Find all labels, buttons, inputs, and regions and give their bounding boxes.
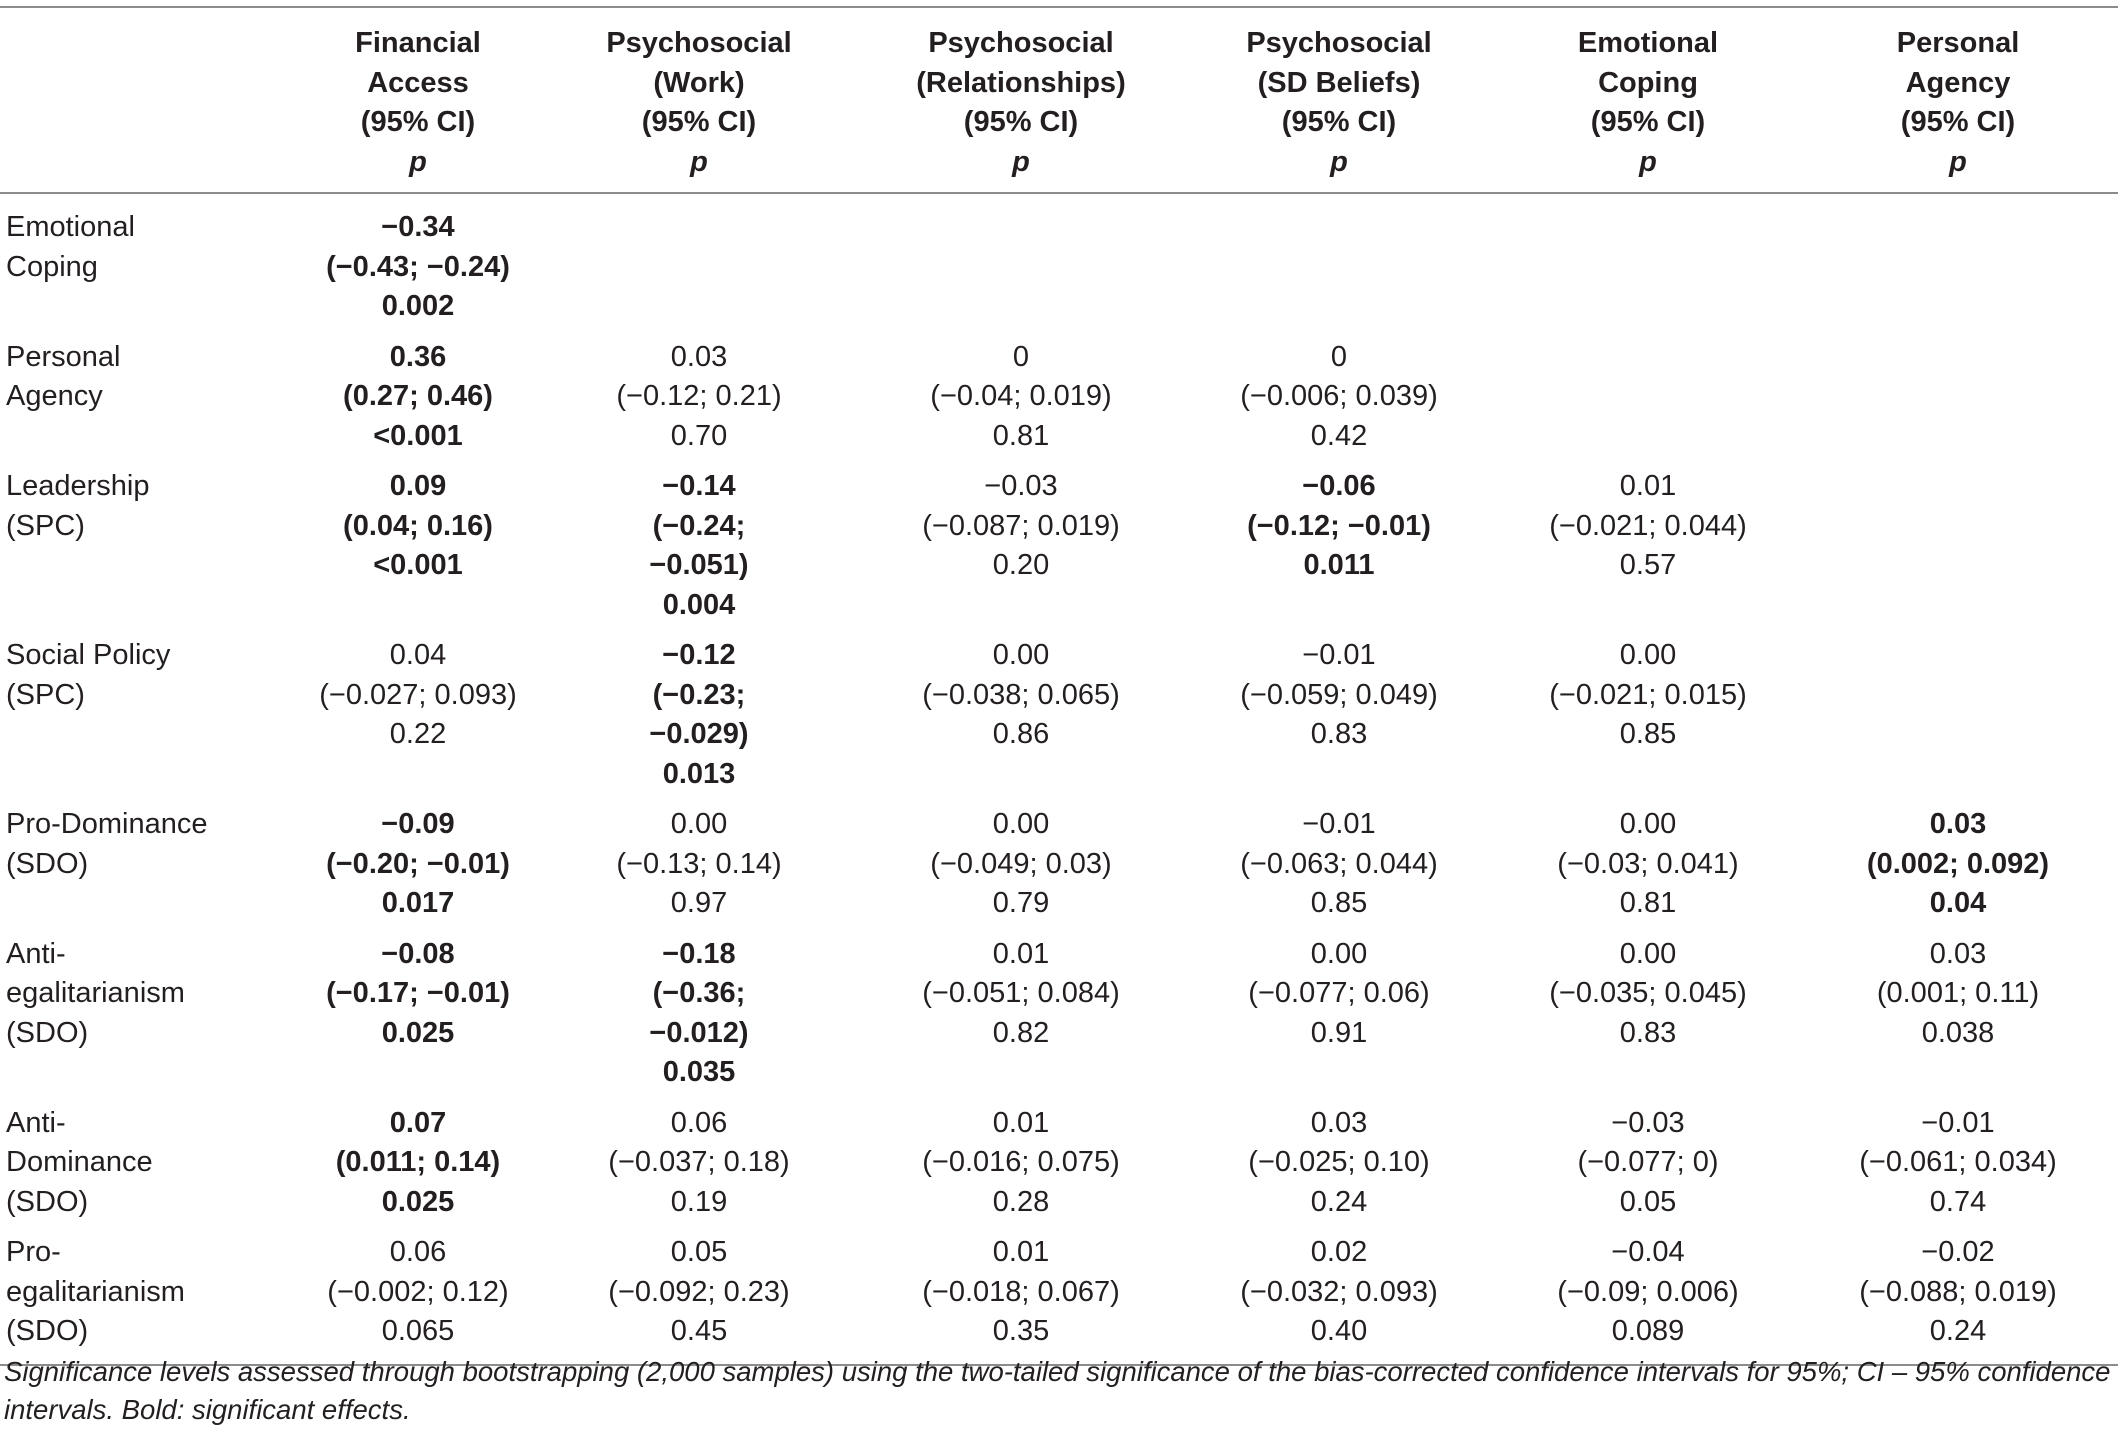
cell-value-line: (−0.088; 0.019) — [1859, 1275, 2057, 1308]
empty-cell — [1498, 330, 1798, 460]
cell-value-line: (−0.23; — [652, 678, 746, 711]
cell-value-line: 0.85 — [1310, 887, 1368, 919]
table-cell — [1798, 1096, 2118, 1226]
cell-value-line: 0.03 — [1929, 937, 1987, 970]
cell-value-line: (0.04; 0.16) — [343, 509, 493, 542]
row-label — [0, 1225, 300, 1365]
row-label — [0, 459, 300, 628]
column-header-line: Emotional — [1577, 27, 1719, 59]
table-body — [0, 193, 2118, 1365]
empty-cell — [1498, 193, 1798, 330]
column-header-line: Psychosocial — [1246, 27, 1432, 59]
cell-value-line: 0.03 — [670, 340, 728, 373]
cell-value-line: 0.36 — [389, 340, 447, 373]
table-cell — [862, 330, 1180, 460]
cell-value-line: −0.01 — [1302, 808, 1376, 840]
cell-value-line: 0.97 — [670, 887, 728, 919]
cell-value-line: (0.011; 0.14) — [335, 1146, 501, 1178]
empty-cell — [1798, 193, 2118, 330]
row-label — [0, 628, 300, 797]
empty-cell — [1798, 459, 2118, 628]
column-header-line: Access — [367, 66, 469, 99]
cell-value-line: 0.81 — [1619, 887, 1677, 919]
row-label — [0, 797, 300, 927]
table-footnote: Significance levels assessed through bootstrapping (2,000 samples) using the two-tailed significance of the bias-corrected confidence intervals for 95%; CI – 95% confidence intervals. Bold: significant effects. — [4, 1356, 2111, 1425]
cell-value-line: 0 — [1330, 340, 1348, 373]
row-label-line: Emotional — [6, 211, 135, 243]
cell-value-line: (−0.20; −0.01) — [326, 847, 510, 880]
table-cell — [1498, 797, 1798, 927]
row-label-line: (SPC) — [6, 509, 85, 542]
table-cell — [1498, 927, 1798, 1096]
row-label-line: Coping — [6, 250, 98, 283]
cell-value-line: 0.025 — [381, 1185, 455, 1218]
cell-value-line: 0.28 — [992, 1185, 1050, 1218]
cell-value-line: 0.04 — [389, 639, 447, 671]
cell-value-line: (−0.002; 0.12) — [327, 1275, 509, 1308]
cell-value-line: (−0.027; 0.093) — [319, 678, 517, 711]
table-cell — [300, 1225, 536, 1365]
table-cell — [862, 459, 1180, 628]
row-label-line: (SDO) — [6, 847, 89, 880]
cell-value-line: 0.089 — [1611, 1315, 1685, 1347]
cell-value-line: 0.40 — [1310, 1315, 1368, 1347]
cell-value-line: 0 — [1012, 340, 1030, 373]
column-header-line: (95% CI) — [963, 106, 1079, 138]
cell-value-line: 0.74 — [1929, 1185, 1987, 1218]
table-cell — [536, 459, 862, 628]
empty-cell — [1180, 193, 1498, 330]
table-cell — [862, 927, 1180, 1096]
empty-cell — [1798, 330, 2118, 460]
cell-value-line: (−0.038; 0.065) — [922, 678, 1120, 711]
table-row — [0, 1096, 2118, 1226]
cell-value-line: (−0.021; 0.044) — [1549, 509, 1747, 542]
table-cell — [1180, 330, 1498, 460]
column-header — [1498, 7, 1798, 193]
column-header-line: (95% CI) — [1590, 106, 1706, 138]
cell-value-line: (−0.077; 0) — [1577, 1146, 1719, 1178]
cell-value-line: (−0.12; −0.01) — [1247, 509, 1431, 542]
column-header — [1798, 7, 2118, 193]
cell-value-line: −0.02 — [1921, 1236, 1995, 1268]
cell-value-line: 0.70 — [670, 419, 728, 452]
cell-value-line: −0.09 — [381, 808, 455, 840]
cell-value-line: (−0.092; 0.23) — [608, 1275, 790, 1308]
cell-value-line: 0.19 — [670, 1185, 728, 1218]
cell-value-line: 0.00 — [1619, 937, 1677, 970]
table-row — [0, 797, 2118, 927]
cell-value-line: −0.18 — [662, 937, 736, 970]
row-label-line: (SDO) — [6, 1185, 89, 1218]
cell-value-line: 0.013 — [662, 757, 736, 790]
row-label-line: Pro-Dominance — [6, 808, 208, 840]
column-header-line: (Relationships) — [916, 66, 1126, 99]
column-header-line: (95% CI) — [641, 106, 757, 138]
cell-value-line: 0.45 — [670, 1315, 728, 1347]
cell-value-line: (−0.24; — [652, 509, 746, 542]
cell-value-line: (−0.032; 0.093) — [1240, 1275, 1438, 1308]
header-row — [0, 7, 2118, 193]
cell-value-line: −0.04 — [1611, 1236, 1685, 1268]
cell-value-line: (−0.063; 0.044) — [1240, 847, 1438, 880]
cell-value-line: 0.04 — [1929, 887, 1987, 919]
cell-value-line: 0.004 — [662, 588, 736, 621]
row-label-line: Leadership — [6, 470, 150, 502]
column-header-line: Agency — [1905, 66, 2011, 99]
table-row — [0, 459, 2118, 628]
cell-value-line: 0.83 — [1310, 718, 1368, 750]
table-cell — [1498, 1225, 1798, 1365]
cell-value-line: 0.05 — [1619, 1185, 1677, 1218]
cell-value-line: 0.00 — [992, 808, 1050, 840]
table-cell — [536, 628, 862, 797]
table-cell — [300, 1096, 536, 1226]
table-cell — [1498, 628, 1798, 797]
row-label-line: Anti- — [6, 937, 66, 970]
cell-value-line: (−0.006; 0.039) — [1240, 380, 1438, 412]
row-label-line: (SDO) — [6, 1315, 89, 1347]
cell-value-line: 0.83 — [1619, 1016, 1677, 1049]
empty-cell — [862, 193, 1180, 330]
table-cell — [1498, 459, 1798, 628]
cell-value-line: −0.03 — [984, 470, 1058, 502]
table-cell — [536, 927, 862, 1096]
cell-value-line: 0.065 — [381, 1315, 455, 1347]
table-cell — [536, 797, 862, 927]
table-cell — [1180, 628, 1498, 797]
table-cell — [300, 628, 536, 797]
table-cell — [1798, 797, 2118, 927]
cell-value-line: 0.01 — [992, 1106, 1050, 1139]
cell-value-line: 0.85 — [1619, 718, 1677, 750]
cell-value-line: 0.00 — [1619, 639, 1677, 671]
cell-value-line: 0.00 — [670, 808, 728, 840]
cell-value-line: 0.01 — [992, 1236, 1050, 1268]
cell-value-line: (−0.051; 0.084) — [922, 977, 1120, 1009]
cell-value-line: 0.02 — [1310, 1236, 1368, 1268]
cell-value-line: (−0.049; 0.03) — [930, 847, 1112, 880]
cell-value-line: −0.14 — [662, 470, 736, 502]
cell-value-line: 0.42 — [1310, 419, 1368, 452]
table-cell — [300, 193, 536, 330]
column-header-line: Coping — [1598, 66, 1698, 99]
mediation-results-table — [0, 6, 2118, 1366]
cell-value-line: 0.035 — [662, 1056, 736, 1088]
header-corner — [0, 7, 300, 193]
cell-value-line: −0.01 — [1302, 639, 1376, 671]
table-cell — [300, 459, 536, 628]
empty-cell — [536, 193, 862, 330]
row-label-line: egalitarianism — [6, 1275, 185, 1308]
cell-value-line: 0.81 — [992, 419, 1050, 452]
column-header-line: (95% CI) — [360, 106, 476, 138]
cell-value-line: −0.06 — [1302, 470, 1376, 502]
cell-value-line: 0.86 — [992, 718, 1050, 750]
cell-value-line: (0.002; 0.092) — [1866, 847, 2050, 880]
cell-value-line: (−0.13; 0.14) — [616, 847, 782, 880]
table-row — [0, 927, 2118, 1096]
cell-value-line: 0.35 — [992, 1315, 1050, 1347]
row-label-line: Social Policy — [6, 639, 171, 671]
table-cell — [1498, 1096, 1798, 1226]
cell-value-line: 0.24 — [1929, 1315, 1987, 1347]
row-label — [0, 330, 300, 460]
cell-value-line: 0.03 — [1929, 808, 1987, 840]
cell-value-line: 0.00 — [1310, 937, 1368, 970]
row-label-line: (SDO) — [6, 1016, 89, 1049]
cell-value-line: 0.00 — [1619, 808, 1677, 840]
column-header-line: (Work) — [653, 66, 745, 99]
cell-value-line: (−0.021; 0.015) — [1549, 678, 1747, 711]
cell-value-line: −0.01 — [1921, 1106, 1995, 1139]
cell-value-line: (−0.36; — [652, 977, 746, 1009]
cell-value-line: 0.038 — [1921, 1016, 1995, 1049]
row-label — [0, 927, 300, 1096]
cell-value-line: −0.029) — [649, 718, 749, 750]
table-cell — [1180, 927, 1498, 1096]
table-cell — [300, 330, 536, 460]
p-value-label: p — [1949, 145, 1967, 178]
cell-value-line: (−0.077; 0.06) — [1248, 977, 1430, 1009]
table-cell — [536, 330, 862, 460]
cell-value-line: (−0.035; 0.045) — [1549, 977, 1747, 1009]
cell-value-line: 0.01 — [992, 937, 1050, 970]
cell-value-line: (−0.087; 0.019) — [922, 509, 1120, 542]
cell-value-line: (−0.03; 0.041) — [1557, 847, 1739, 880]
cell-value-line: <0.001 — [373, 419, 463, 452]
column-header — [300, 7, 536, 193]
cell-value-line: (−0.061; 0.034) — [1859, 1146, 2057, 1178]
table-cell — [1798, 1225, 2118, 1365]
cell-value-line: 0.03 — [1310, 1106, 1368, 1139]
column-header-line: (SD Beliefs) — [1257, 66, 1421, 99]
cell-value-line: (−0.17; −0.01) — [326, 977, 510, 1009]
row-label-line: (SPC) — [6, 678, 85, 711]
cell-value-line: (0.27; 0.46) — [343, 380, 493, 412]
cell-value-line: 0.57 — [1619, 549, 1677, 581]
cell-value-line: −0.012) — [649, 1016, 749, 1049]
cell-value-line: (−0.025; 0.10) — [1248, 1146, 1430, 1178]
column-header — [536, 7, 862, 193]
cell-value-line: 0.22 — [389, 718, 447, 750]
table-cell — [1180, 1096, 1498, 1226]
cell-value-line: −0.051) — [649, 549, 749, 581]
table-cell — [536, 1225, 862, 1365]
cell-value-line: (−0.018; 0.067) — [922, 1275, 1120, 1308]
column-header — [862, 7, 1180, 193]
cell-value-line: <0.001 — [373, 549, 463, 581]
cell-value-line: (−0.09; 0.006) — [1557, 1275, 1739, 1308]
column-header-line: (95% CI) — [1281, 106, 1397, 138]
table-cell — [1180, 459, 1498, 628]
table-cell — [862, 1096, 1180, 1226]
table-cell — [300, 927, 536, 1096]
table-row — [0, 193, 2118, 330]
row-label — [0, 1096, 300, 1226]
cell-value-line: (−0.04; 0.019) — [930, 380, 1112, 412]
p-value-label: p — [1330, 145, 1348, 178]
cell-value-line: 0.002 — [381, 290, 455, 322]
column-header — [1180, 7, 1498, 193]
table-cell — [1180, 797, 1498, 927]
cell-value-line: 0.011 — [1303, 549, 1375, 581]
cell-value-line: (0.001; 0.11) — [1876, 977, 2040, 1009]
cell-value-line: (−0.12; 0.21) — [616, 380, 782, 412]
table-cell — [1180, 1225, 1498, 1365]
row-label-line: Agency — [6, 380, 103, 412]
p-value-label: p — [1012, 145, 1030, 178]
cell-value-line: −0.34 — [381, 211, 455, 243]
column-header-line: (95% CI) — [1900, 106, 2016, 138]
table-row — [0, 1225, 2118, 1365]
cell-value-line: 0.025 — [381, 1016, 455, 1049]
cell-value-line: 0.06 — [389, 1236, 447, 1268]
cell-value-line: −0.08 — [381, 937, 455, 970]
row-label-line: Personal — [6, 340, 121, 373]
table-cell — [862, 1225, 1180, 1365]
cell-value-line: (−0.43; −0.24) — [326, 250, 510, 283]
table-row — [0, 628, 2118, 797]
row-label-line: Dominance — [6, 1146, 153, 1178]
cell-value-line: −0.12 — [662, 639, 736, 671]
column-header-line: Personal — [1896, 27, 2020, 59]
row-label-line: Pro- — [6, 1236, 61, 1268]
empty-cell — [1798, 628, 2118, 797]
p-value-label: p — [1639, 145, 1657, 178]
table-cell — [862, 797, 1180, 927]
cell-value-line: 0.00 — [992, 639, 1050, 671]
table-cell — [862, 628, 1180, 797]
cell-value-line: 0.05 — [670, 1236, 728, 1268]
table-cell — [1798, 927, 2118, 1096]
row-label-line: Anti- — [6, 1106, 66, 1139]
cell-value-line: 0.06 — [670, 1106, 728, 1139]
cell-value-line: 0.01 — [1619, 470, 1677, 502]
cell-value-line: 0.07 — [389, 1106, 447, 1139]
table-row — [0, 330, 2118, 460]
cell-value-line: −0.03 — [1611, 1106, 1685, 1139]
row-label-line: egalitarianism — [6, 977, 185, 1009]
table-cell — [536, 1096, 862, 1226]
column-header-line: Psychosocial — [928, 27, 1114, 59]
p-value-label: p — [690, 145, 708, 178]
table-cell — [300, 797, 536, 927]
cell-value-line: (−0.037; 0.18) — [608, 1146, 790, 1178]
cell-value-line: 0.09 — [389, 470, 447, 502]
p-value-label: p — [409, 145, 427, 178]
cell-value-line: (−0.059; 0.049) — [1240, 678, 1438, 711]
cell-value-line: 0.24 — [1310, 1185, 1368, 1218]
cell-value-line: 0.82 — [992, 1016, 1050, 1049]
cell-value-line: 0.79 — [992, 887, 1050, 919]
cell-value-line: (−0.016; 0.075) — [922, 1146, 1120, 1178]
cell-value-line: 0.91 — [1310, 1016, 1368, 1049]
column-header-line: Psychosocial — [606, 27, 792, 59]
row-label — [0, 193, 300, 330]
column-header-line: Financial — [355, 27, 481, 59]
cell-value-line: 0.20 — [992, 549, 1050, 581]
cell-value-line: 0.017 — [381, 887, 455, 919]
